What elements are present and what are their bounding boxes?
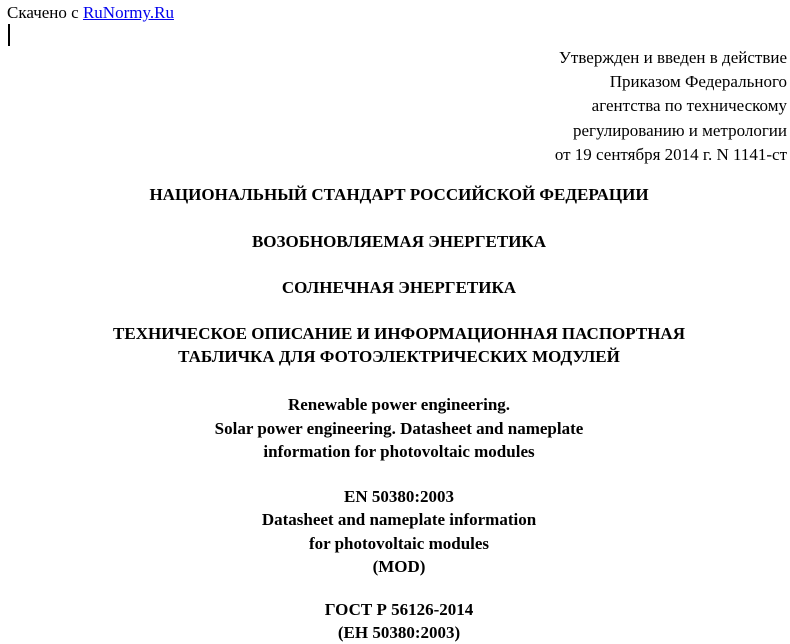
- english-title-line: Renewable power engineering.: [287, 395, 511, 414]
- text-cursor: [8, 24, 10, 46]
- en-reference-line: for photovoltaic modules: [308, 533, 490, 553]
- en-standard-reference: [0, 485, 790, 578]
- source-link[interactable]: RuNormy.Ru: [82, 3, 174, 22]
- approval-line: от 19 сентября 2014 г. N 1141-ст: [554, 144, 787, 164]
- en-reference-line: EN 50380:2003: [343, 487, 455, 506]
- en-reference-line: (MOD): [372, 556, 426, 576]
- document-title-line: ТАБЛИЧКА ДЛЯ ФОТОЭЛЕКТРИЧЕСКИХ МОДУЛЕЙ: [178, 347, 620, 366]
- english-title-line: information for photovoltaic modules: [263, 442, 535, 461]
- gost-designation-line: ГОСТ Р 56126-2014: [324, 600, 474, 619]
- source-line: [7, 3, 174, 23]
- approval-line: Приказом Федерального: [609, 72, 787, 92]
- national-standard-heading: НАЦИОНАЛЬНЫЙ СТАНДАРТ РОССИЙСКОЙ ФЕДЕРАЦИИ: [149, 185, 649, 204]
- source-prefix: Скачено с: [7, 3, 83, 22]
- solar-heading: СОЛНЕЧНАЯ ЭНЕРГЕТИКА: [281, 278, 517, 297]
- english-title: [0, 393, 790, 464]
- approval-line: Утвержден и введен в действие: [558, 48, 787, 67]
- gost-designation: [0, 598, 790, 644]
- approval-block: [555, 46, 787, 167]
- gost-designation-line: (ЕН 50380:2003): [337, 623, 461, 642]
- renewable-heading: ВОЗОБНОВЛЯЕМАЯ ЭНЕРГЕТИКА: [251, 232, 547, 251]
- document-title-line: ТЕХНИЧЕСКОЕ ОПИСАНИЕ И ИНФОРМАЦИОННАЯ ПАСПОРТНАЯ: [113, 324, 685, 343]
- document-title: [0, 322, 790, 368]
- approval-line: агентства по техническому: [591, 96, 787, 116]
- approval-line: регулированию и метрологии: [572, 120, 787, 140]
- en-reference-line: Datasheet and nameplate information: [261, 510, 537, 530]
- english-title-line: Solar power engineering. Datasheet and nameplate: [214, 418, 584, 438]
